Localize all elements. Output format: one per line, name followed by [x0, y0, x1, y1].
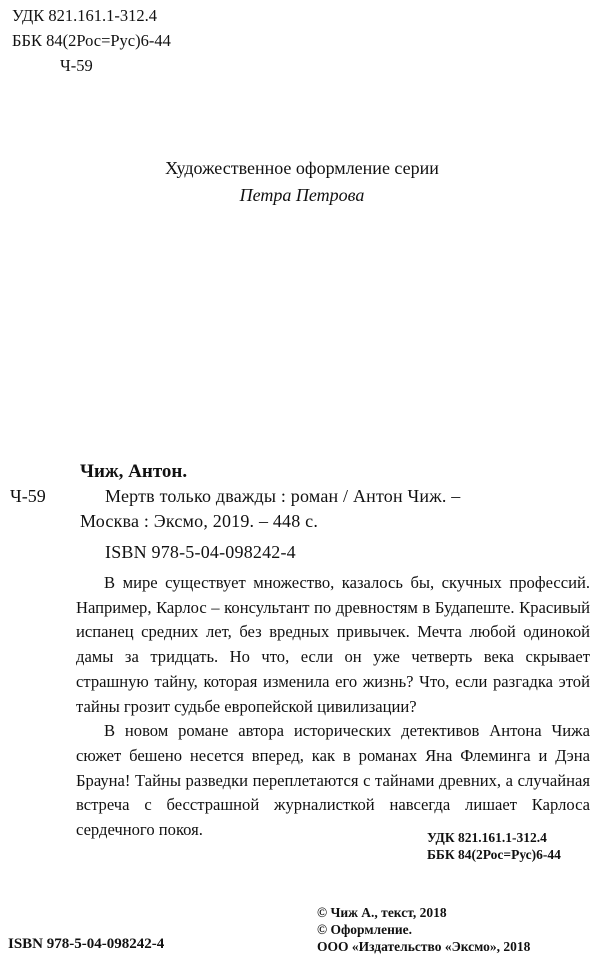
annotation — [76, 571, 590, 843]
copyright-text: © Чиж А., текст, 2018 — [317, 905, 447, 920]
catalog-author: Чиж, Антон. — [80, 461, 188, 482]
footer-bbk: ББК 84(2Рос=Рус)6-44 — [427, 847, 561, 862]
copyright-publisher: ООО «Издательство «Эксмо», 2018 — [317, 939, 531, 954]
author-sign: Ч-59 — [60, 56, 93, 75]
footer-isbn: ISBN 978-5-04-098242-4 — [8, 936, 165, 952]
copyright-design: © Оформление. — [317, 922, 413, 937]
annotation-paragraph-1: В мире существует множество, казалось бы, скучных профессий. Например, Карлос – консультант по древностям в Будапеште. Красивый испанец средних лет, без вредных привычек. Мечта любой одинокой дамы за тридцать. Но что, если он уже четверть века скрывает страшную тайну, которая изменила его жизнь? Что, если разгадка этой тайны грозит судьбе европейской цивилизации? — [76, 573, 590, 716]
catalog-author-sign: Ч-59 — [10, 486, 46, 506]
design-credit-name: Петра Петрова — [239, 185, 365, 205]
catalog-isbn: ISBN 978-5-04-098242-4 — [105, 542, 296, 562]
footer-udk: УДК 821.161.1-312.4 — [427, 830, 547, 845]
udk-code: УДК 821.161.1-312.4 — [12, 6, 158, 25]
annotation-paragraph-2: В новом романе автора исторических детективов Антона Чижа сюжет бешено несется вперед, как в романах Яна Флеминга и Дэна Брауна! Тайны разведки переплетаются с тайнами древних, а случайная встреча с бесстрашной журналисткой навсегда лишает Карлоса сердечного покоя. — [76, 721, 590, 840]
catalog-title-line-2: Москва : Эксмо, 2019. – 448 с. — [80, 511, 319, 531]
catalog-title-line-1: Мертв только дважды : роман / Антон Чиж. – — [105, 486, 461, 506]
bbk-code: ББК 84(2Рос=Рус)6-44 — [12, 31, 171, 50]
design-credit-line: Художественное оформление серии — [165, 158, 439, 178]
